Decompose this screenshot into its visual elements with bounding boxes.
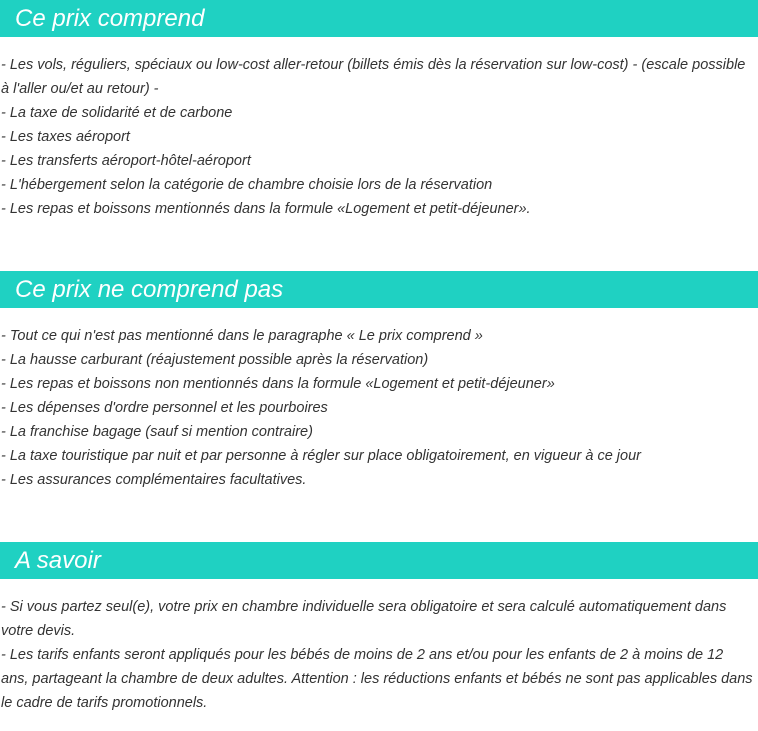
- list-item: - Tout ce qui n'est pas mentionné dans le paragraphe « Le prix comprend »: [1, 328, 483, 344]
- list-item: - Les taxes aéroport: [1, 129, 130, 145]
- list-item: - Les transferts aéroport-hôtel-aéroport: [1, 153, 251, 169]
- list-item: - Les vols, réguliers, spéciaux ou low-cost aller-retour (billets émis dès la réservation sur low-cost) - (escale possible à l'aller ou/et au retour) -: [1, 57, 746, 97]
- list-item: - Les dépenses d'ordre personnel et les pourboires: [1, 400, 328, 416]
- list-item: - La franchise bagage (sauf si mention contraire): [1, 424, 313, 440]
- list-item: - Les assurances complémentaires facultatives.: [1, 472, 307, 488]
- section-title: A savoir: [0, 542, 758, 579]
- section-title: Ce prix ne comprend pas: [0, 271, 758, 308]
- list-item: - La hausse carburant (réajustement possible après la réservation): [1, 352, 429, 368]
- section-title: Ce prix comprend: [0, 0, 758, 37]
- section-price-includes: [0, 0, 758, 221]
- section-content: [0, 324, 758, 492]
- list-item: - La taxe touristique par nuit et par personne à régler sur place obligatoirement, en vigueur à ce jour: [1, 448, 641, 464]
- list-item: - L'hébergement selon la catégorie de chambre choisie lors de la réservation: [1, 177, 493, 193]
- section-good-to-know: [0, 542, 758, 715]
- section-content: [0, 595, 758, 715]
- list-item: - Si vous partez seul(e), votre prix en chambre individuelle sera obligatoire et sera calculé automatiquement dans votre devis.: [1, 599, 727, 639]
- list-item: - Les tarifs enfants seront appliqués pour les bébés de moins de 2 ans et/ou pour les enfants de 2 à moins de 12 ans, partageant la chambre de deux adultes. Attention : les réductions enfants et bébés ne sont pas applicables dans le cadre de tarifs promotionnels.: [1, 647, 753, 711]
- list-item: - La taxe de solidarité et de carbone: [1, 105, 233, 121]
- list-item: - Les repas et boissons non mentionnés dans la formule «Logement et petit-déjeuner»: [1, 376, 555, 392]
- list-item: - Les repas et boissons mentionnés dans la formule «Logement et petit-déjeuner».: [1, 201, 531, 217]
- section-content: [0, 53, 758, 221]
- section-price-excludes: [0, 271, 758, 492]
